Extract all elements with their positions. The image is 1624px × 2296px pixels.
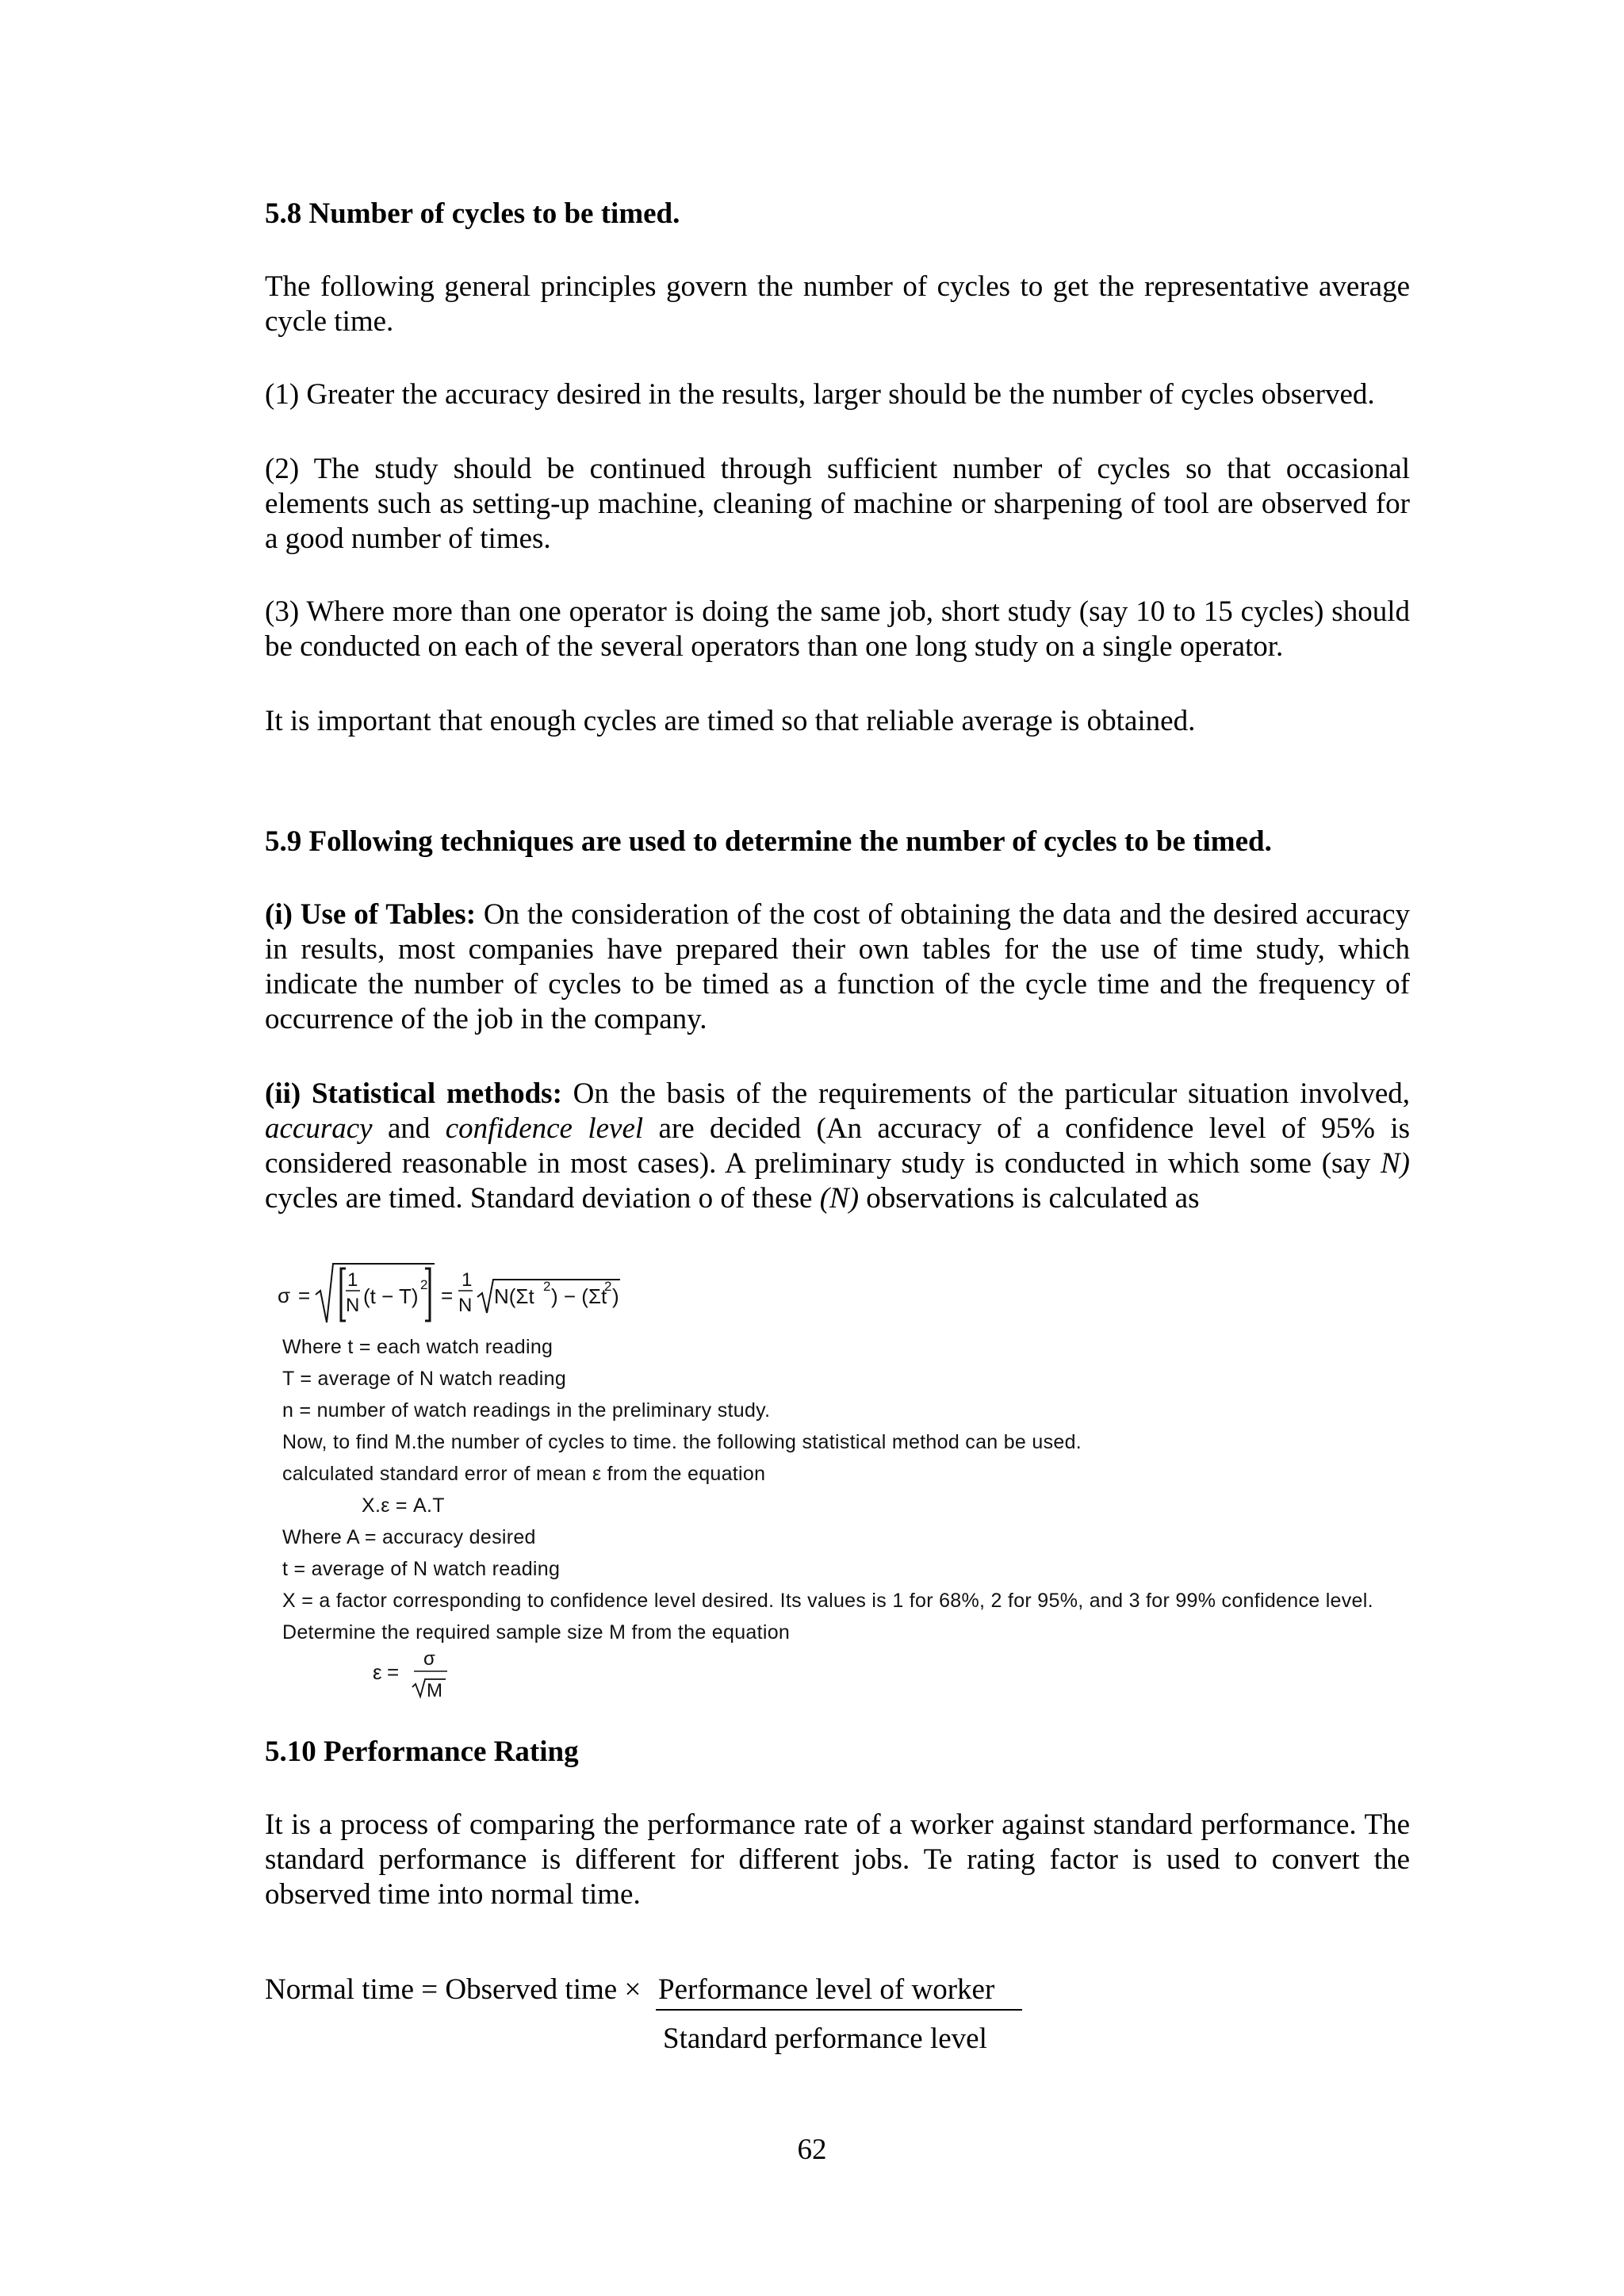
normal-time-denominator: Standard performance level (663, 2022, 987, 2055)
where-T: T = average of N watch reading (282, 1368, 567, 1390)
page-number: 62 (797, 2133, 827, 2166)
inner-term: (t − T) (363, 1284, 419, 1308)
stat-text-2: and (372, 1112, 446, 1145)
section-5-8-heading: 5.8 Number of cycles to be timed. (265, 197, 680, 230)
frac-one-2: 1 (462, 1269, 473, 1291)
sigma-numerator: σ (423, 1648, 435, 1670)
stat-italic-accuracy: accuracy (265, 1112, 373, 1145)
where-t: Where t = each watch reading (282, 1336, 553, 1358)
importance-note: It is important that enough cycles are timed so that reliable average is obtained. (265, 705, 1196, 737)
x-epsilon-equation: X.ε = A.T (362, 1494, 445, 1517)
equals-sign-2: = (441, 1284, 454, 1307)
rhs-square-1: 2 (543, 1279, 551, 1294)
section-5-9-heading: 5.9 Following techniques are used to determine the number of cycles to be timed. (265, 825, 1272, 858)
stat-italic-confidence: confidence level (445, 1112, 644, 1145)
rhs-part-c: ) (612, 1284, 619, 1308)
sigma-symbol: σ (278, 1284, 291, 1307)
principle-2: (2) The study should be continued through sufficient number of cycles so that occasional elements such as setting-up machine, cleaning of machine or sharpening of tool are observed for a good number of times. (265, 453, 1410, 555)
inner-square: 2 (420, 1277, 428, 1292)
stat-text-3: are decided (An accuracy of a confidence level of 95% is considered reasonable in most cases). A preliminary study is conducted in which some (say (265, 1112, 1410, 1180)
technique-statistical (265, 1077, 1410, 1216)
rhs-part-a: N(Σt (494, 1284, 534, 1308)
stat-lead: (ii) Statistical methods: (265, 1077, 562, 1110)
stat-italic-n-paren: (N) (819, 1182, 860, 1215)
frac-n-2: N (458, 1295, 473, 1316)
frac-one: 1 (347, 1269, 358, 1291)
section-5-10-heading: 5.10 Performance Rating (265, 1735, 579, 1768)
frac-n: N (346, 1295, 360, 1316)
rhs-square-2: 2 (604, 1279, 612, 1294)
normal-time-fraction-bar (656, 2009, 1022, 2011)
epsilon-symbol: ε (373, 1660, 382, 1684)
technique-tables (265, 897, 1410, 1037)
performance-rating-text: It is a process of comparing the performance rate of a worker against standard performance. The standard performance is different for different jobs. Te rating factor is used to convert the observed time into normal time. (265, 1808, 1410, 1911)
normal-time-numerator: Performance level of worker (658, 1973, 995, 2006)
right-bracket (425, 1269, 430, 1321)
stat-italic-n: N) (1381, 1147, 1410, 1180)
where-t-avg: t = average of N watch reading (282, 1558, 561, 1580)
normal-time-lhs: Normal time = Observed time × (265, 1973, 642, 2006)
find-m-line: Now, to find M.the number of cycles to time. the following statistical method can be used. (282, 1431, 1082, 1453)
stat-text-4: cycles are timed. Standard deviation o of these (265, 1182, 820, 1215)
principle-1: (1) Greater the accuracy desired in the results, larger should be the number of cycles observed. (265, 378, 1375, 411)
stat-text-1: On the basis of the requirements of the particular situation involved, (561, 1077, 1410, 1110)
where-x: X = a factor corresponding to confidence level desired. Its values is 1 for 68%, 2 for 95%, and 3 for 99% confidence level. (282, 1590, 1373, 1612)
where-a: Where A = accuracy desired (282, 1526, 536, 1548)
std-error-line: calculated standard error of mean ε from the equation (282, 1463, 766, 1485)
where-n: n = number of watch readings in the preliminary study. (282, 1399, 771, 1422)
tables-lead: (i) Use of Tables: (265, 898, 477, 931)
principle-3: (3) Where more than one operator is doing the same job, short study (say 10 to 15 cycles) should be conducted on each of the several operators than one long study on a single operator. (265, 595, 1410, 663)
sqrt-m: M (427, 1680, 442, 1701)
sample-size-line: Determine the required sample size M from the equation (282, 1621, 791, 1644)
equals-sign-1: = (298, 1284, 311, 1307)
section-5-8-intro: The following general principles govern the number of cycles to get the representative average cycle time. (265, 270, 1410, 338)
stat-text-5: observations is calculated as (859, 1182, 1200, 1215)
tables-text: On the consideration of the cost of obtaining the data and the desired accuracy in results, most companies have prepared their own tables for the use of time study, which indicate the number of cycles to be timed as a function of the cycle time and the frequency of occurrence of the job in the company. (265, 898, 1410, 1035)
statistical-formula-block (278, 1259, 1467, 1703)
equals-sign-3: = (387, 1660, 400, 1684)
rhs-part-b: ) − (Σt (551, 1284, 607, 1308)
